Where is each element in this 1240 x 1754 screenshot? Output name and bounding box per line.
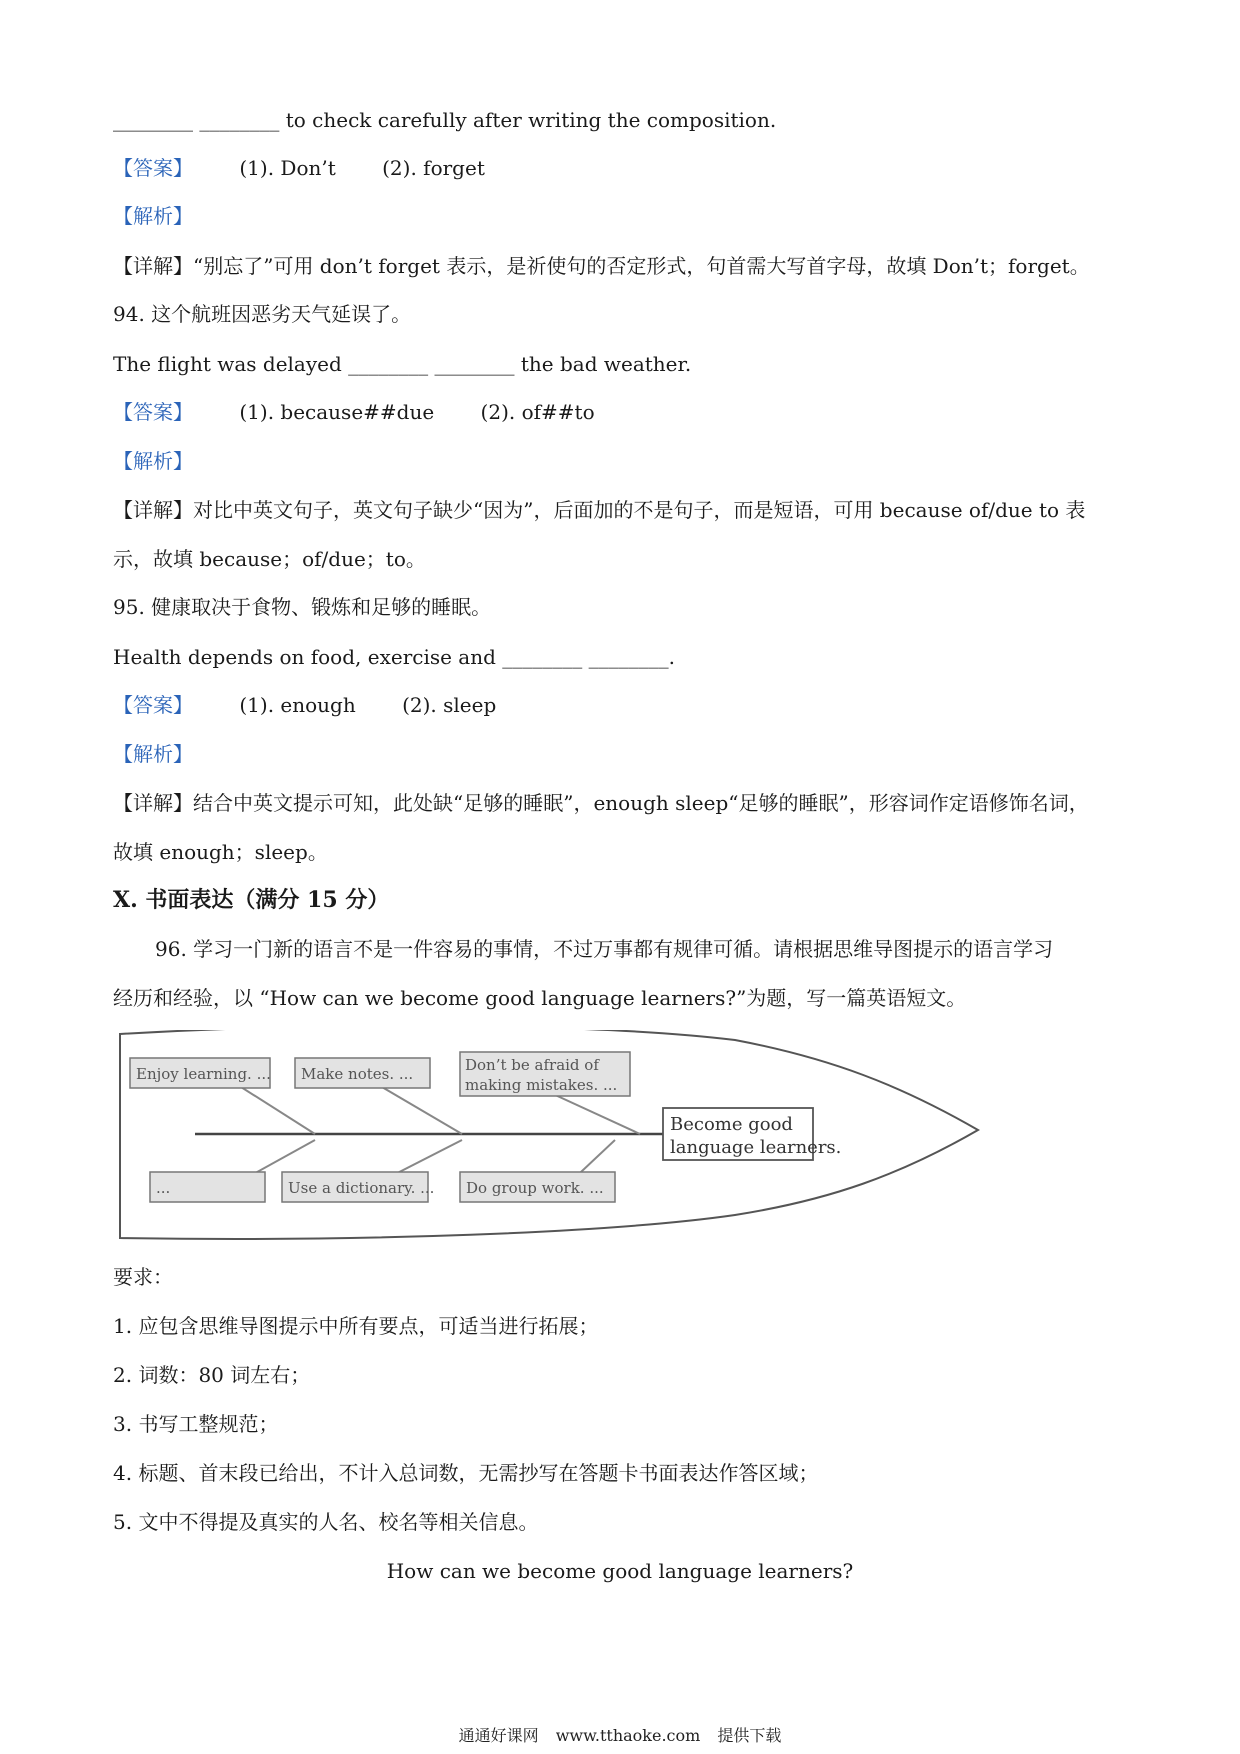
requirement-item: 2. 词数：80 词左右； — [113, 1363, 311, 1387]
answer-tag: 【答案】 — [113, 693, 193, 717]
footer-note: 提供下载 — [717, 1726, 782, 1745]
box-dont-be-afraid-label-1: Don’t be afraid of — [465, 1056, 599, 1074]
box-use-dictionary-label: Use a dictionary. ... — [288, 1179, 435, 1197]
q95-answer-1: (1). enough — [239, 693, 356, 717]
q94-sentence: The flight was delayed ________ ________ the bad weather. — [113, 352, 692, 376]
q93-detail: 【详解】“别忘了”可用 don’t forget 表示，是祈使句的否定形式，句首需大写首字母，故填 Don’t；forget。 — [113, 254, 1090, 278]
q95-detail-line1: 【详解】结合中英文提示可知，此处缺“足够的睡眠”，enough sleep“足够的睡眠”，形容词作定语修饰名词， — [113, 791, 1089, 815]
essay-title: How can we become good language learners? — [386, 1559, 854, 1583]
q94-answer-1: (1). because##due — [239, 400, 435, 424]
q94-analysis-tag: 【解析】 — [113, 449, 193, 473]
answer-tag: 【答案】 — [113, 400, 193, 424]
q93-answer-2: (2). forget — [382, 156, 485, 180]
footer-site-name: 通通好课网 — [458, 1726, 539, 1745]
q93-sentence-tail: to check carefully after writing the composition. — [279, 108, 777, 132]
box-dont-be-afraid-label-2: making mistakes. ... — [465, 1076, 618, 1094]
q93-blanks: ________ ________ — [113, 108, 280, 132]
q95-prompt: 95. 健康取决于食物、锻炼和足够的睡眠。 — [113, 595, 492, 619]
q93-answer — [113, 154, 485, 182]
q95-answer — [113, 691, 496, 719]
q94-answer — [113, 398, 595, 426]
q94-detail-line1: 【详解】对比中英文句子，英文句子缺少“因为”，后面加的不是句子，而是短语，可用 because of/due to 表 — [113, 498, 1086, 522]
goal-label-2: language learners. — [670, 1137, 842, 1158]
q95-detail-line2: 故填 enough；sleep。 — [113, 840, 328, 864]
requirement-item: 4. 标题、首末段已给出，不计入总词数，无需抄写在答题卡书面表达作答区域； — [113, 1461, 819, 1485]
q95-answer-2: (2). sleep — [402, 693, 497, 717]
q94-detail-line2: 示，故填 because；of/due；to。 — [113, 547, 426, 571]
q93-analysis-tag: 【解析】 — [113, 204, 193, 228]
q96-prompt-line1: 96. 学习一门新的语言不是一件容易的事情，不过万事都有规律可循。请根据思维导图提示的语言学习 — [155, 937, 1054, 961]
q95-analysis-tag: 【解析】 — [113, 742, 193, 766]
requirement-item: 1. 应包含思维导图提示中所有要点，可适当进行拓展； — [113, 1314, 599, 1338]
box-group-work-label: Do group work. ... — [466, 1179, 604, 1197]
q95-sentence: Health depends on food, exercise and ________ ________. — [113, 645, 675, 669]
q94-answer-2: (2). of##to — [480, 400, 595, 424]
q93-sentence — [113, 106, 776, 134]
section-heading: X. 书面表达（满分 15 分） — [113, 887, 390, 913]
box-ellipsis-label: ... — [156, 1179, 171, 1197]
page-footer — [0, 1725, 1240, 1747]
box-enjoy-learning-label: Enjoy learning. ... — [136, 1065, 271, 1083]
q93-answer-1: (1). Don’t — [239, 156, 336, 180]
requirement-item: 5. 文中不得提及真实的人名、校名等相关信息。 — [113, 1510, 539, 1534]
answer-tag: 【答案】 — [113, 156, 193, 180]
goal-label-1: Become good — [670, 1114, 793, 1135]
requirement-item: 3. 书写工整规范； — [113, 1412, 279, 1436]
box-make-notes-label: Make notes. ... — [301, 1065, 414, 1083]
q96-prompt-line2: 经历和经验，以 “How can we become good language learners?”为题，写一篇英语短文。 — [113, 986, 967, 1010]
mind-map-diagram — [110, 1030, 990, 1245]
requirements-title: 要求： — [113, 1265, 173, 1289]
footer-url[interactable]: www.tthaoke.com — [555, 1726, 701, 1745]
q94-prompt: 94. 这个航班因恶劣天气延误了。 — [113, 302, 412, 326]
